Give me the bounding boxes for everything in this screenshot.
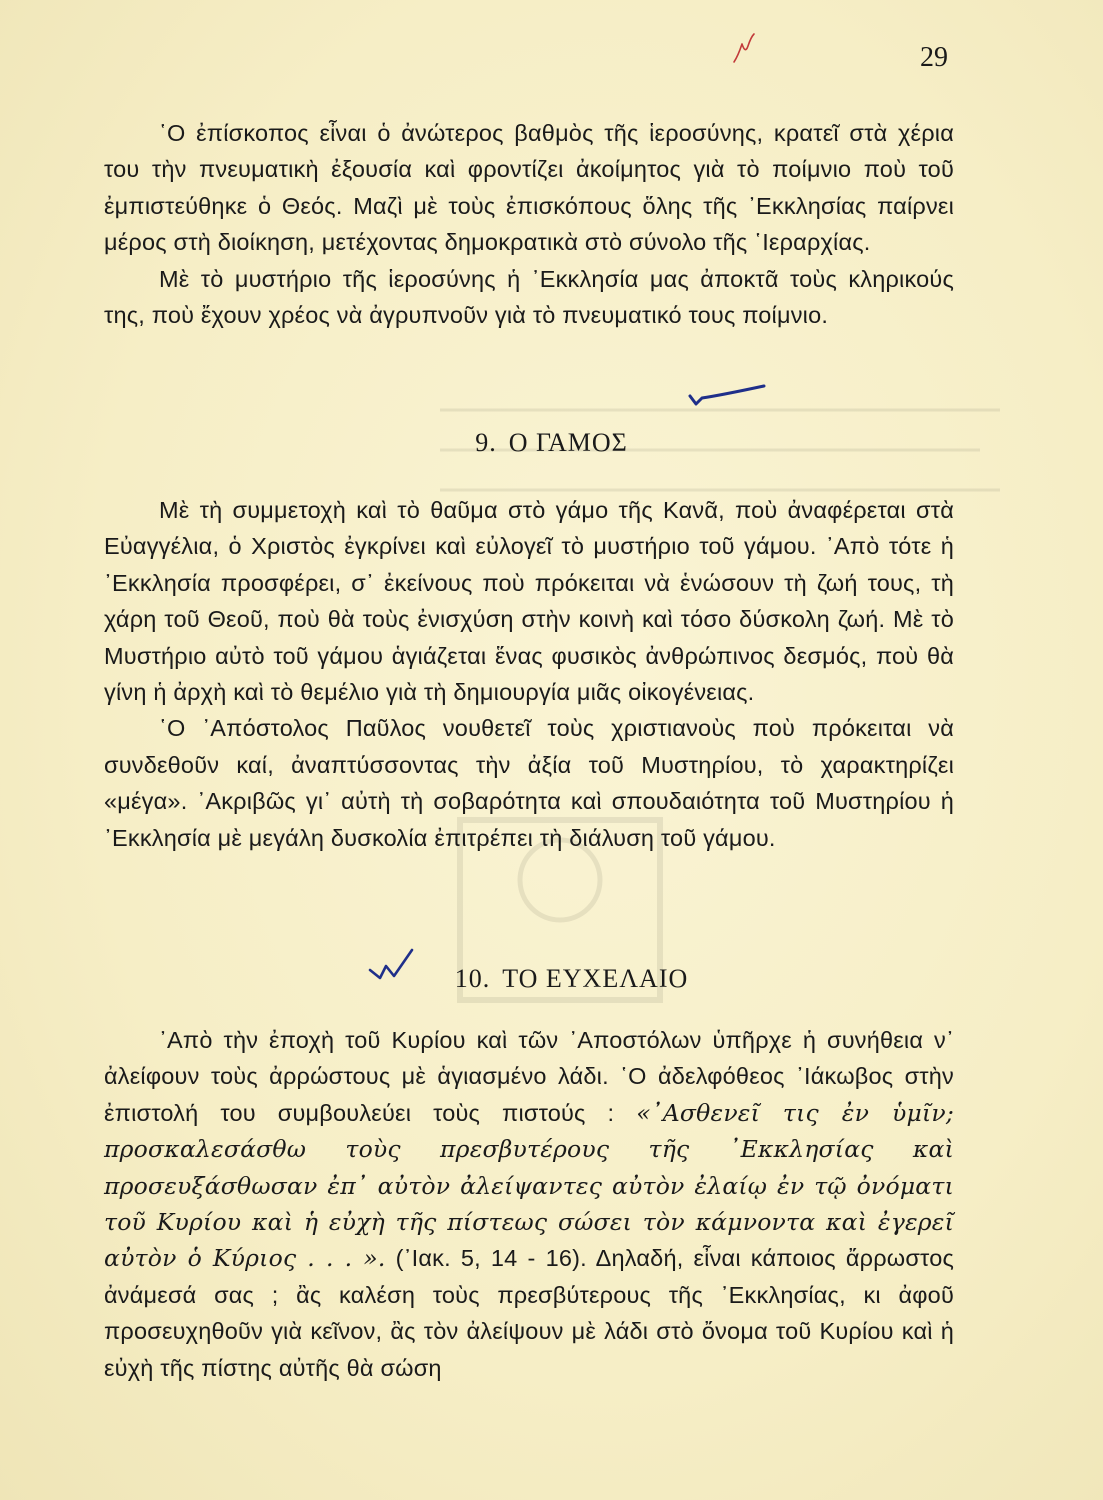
paragraph-start: ᾿Απὸ τὴν ἐποχὴ τοῦ Κυρίου καὶ τῶν ᾿Αποστόλων ὑπῆρχε ἡ συνήθεια ν᾿ ἀλείφουν τοὺς ἀρρώστους μὲ ἁγιασμένο λάδι. ῾Ο ἀδελφόθεος ᾿Ιάκωβος στὴν ἐπιστολή του συμβουλεύει τοὺς πιστούς : xyxy=(104,1027,954,1126)
section-title: Ο ΓΑΜΟΣ xyxy=(508,428,628,457)
paragraph xyxy=(104,1022,954,1386)
section-heading-10 xyxy=(0,964,1103,994)
paragraph: ῾Ο ᾿Απόστολος Παῦλος νουθετεῖ τοὺς χριστιανοὺς ποὺ πρόκειται νὰ συνδεθοῦν καί, ἀναπτύσσοντας τὴν ἀξία τοῦ Μυστηρίου, τὸ χαρακτηρίζει «μέγα». ᾿Ακριβῶς γι᾿ αὐτὴ τὴ σοβαρότητα καὶ σπουδαιότητα τοῦ Μυστηρίου ἡ ᾿Εκκλησία μὲ μεγάλη δυσκολία ἐπιτρέπει τὴ διάλυση τοῦ γάμου. xyxy=(104,715,954,851)
section-9-text xyxy=(104,492,954,856)
scripture-quote: «᾿Ασθενεῖ τις ἐν ὑμῖν; προσκαλεσάσθω τοὺς πρεσβυτέρους τῆς ᾿Εκκλησίας καὶ προσευξάσθωσαν ἐπ᾿ αὐτὸν ἀλείψαντες αὐτὸν ἐλαίῳ ἐν τῷ ὀνόματι τοῦ Κυρίου καὶ ἡ εὐχὴ τῆς πίστεως σώσει τὸν κάμνοντα καὶ ἐγερεῖ αὐτὸν ὁ Κύριος . . . ». xyxy=(104,1098,954,1273)
section-heading-9 xyxy=(0,428,1103,458)
section-number: 9. xyxy=(475,428,497,457)
paragraph: ῾Ο ἐπίσκοπος εἶναι ὁ ἀνώτερος βαθμὸς τῆς ἱεροσύνης, κρατεῖ στὰ χέρια του τὴν πνευματικὴ ἐξουσία καὶ φροντίζει ἀκοίμητος γιὰ τὸ ποίμνιο ποὺ τοῦ ἐμπιστεύθηκε ὁ Θεός. Μαζὶ μὲ τοὺς ἐπισκόπους ὅλης τῆς ᾿Εκκλησίας παίρνει μέρος στὴ διοίκηση, μετέχοντας δημοκρατικὰ στὸ σύνολο τῆς ῾Ιεραρχίας. xyxy=(104,120,954,256)
intro-text xyxy=(104,115,954,333)
page-number: 29 xyxy=(920,42,948,73)
scripture-citation: (᾿Ιακ. 5, 14 - 16). xyxy=(385,1245,587,1272)
section-number: 10. xyxy=(454,964,491,993)
section-10-text xyxy=(104,1022,954,1386)
red-tick-mark xyxy=(730,32,760,72)
paragraph: Μὲ τὴ συμμετοχὴ καὶ τὸ θαῦμα στὸ γάμο τῆς Κανᾶ, ποὺ ἀναφέρεται στὰ Εὐαγγέλια, ὁ Χριστὸς ἐγκρίνει καὶ εὐλογεῖ τὸ μυστήριο τοῦ γάμου. ᾿Απὸ τότε ἡ ᾿Εκκλησία προσφέρει, σ᾿ ἐκείνους ποὺ πρόκειται νὰ ἑνώσουν τὴ ζωή τους, τὴ χάρη τοῦ Θεοῦ, ποὺ θὰ τοὺς ἐνισχύση στὴν κοινὴ καὶ τόσο δύσκολη ζωή. Μὲ τὸ Μυστήριο αὐτὸ τοῦ γάμου ἁγιάζεται ἕνας φυσικὸς ἀνθρώπινος δεσμός, ποὺ θὰ γίνη ἡ ἀρχὴ καὶ τὸ θεμέλιο γιὰ τὴ δημιουργία μιᾶς οἰκογένειας. xyxy=(104,497,954,706)
section-title: ΤΟ ΕΥΧΕΛΑΙΟ xyxy=(502,964,689,993)
paragraph-end: Δηλαδή, εἶναι κάποιος ἄρρωστος ἀνάμεσά σας ; ἂς καλέση τοὺς πρεσβύτερους τῆς ᾿Εκκλησίας, κι ἀφοῦ προσευχηθοῦν γιὰ κεῖνον, ἂς τὸν ἀλείψουν μὲ λάδι στὸ ὄνομα τοῦ Κυρίου καὶ ἡ εὐχὴ τῆς πίστης αὐτῆς θὰ σώση xyxy=(104,1245,954,1381)
paragraph: Μὲ τὸ μυστήριο τῆς ἱεροσύνης ἡ ᾿Εκκλησία μας ἀποκτᾶ τοὺς κληρικούς της, ποὺ ἔχουν χρέος νὰ ἀγρυπνοῦν γιὰ τὸ πνευματικό τους ποίμνιο. xyxy=(104,265,954,329)
blue-check-mark xyxy=(686,382,768,412)
